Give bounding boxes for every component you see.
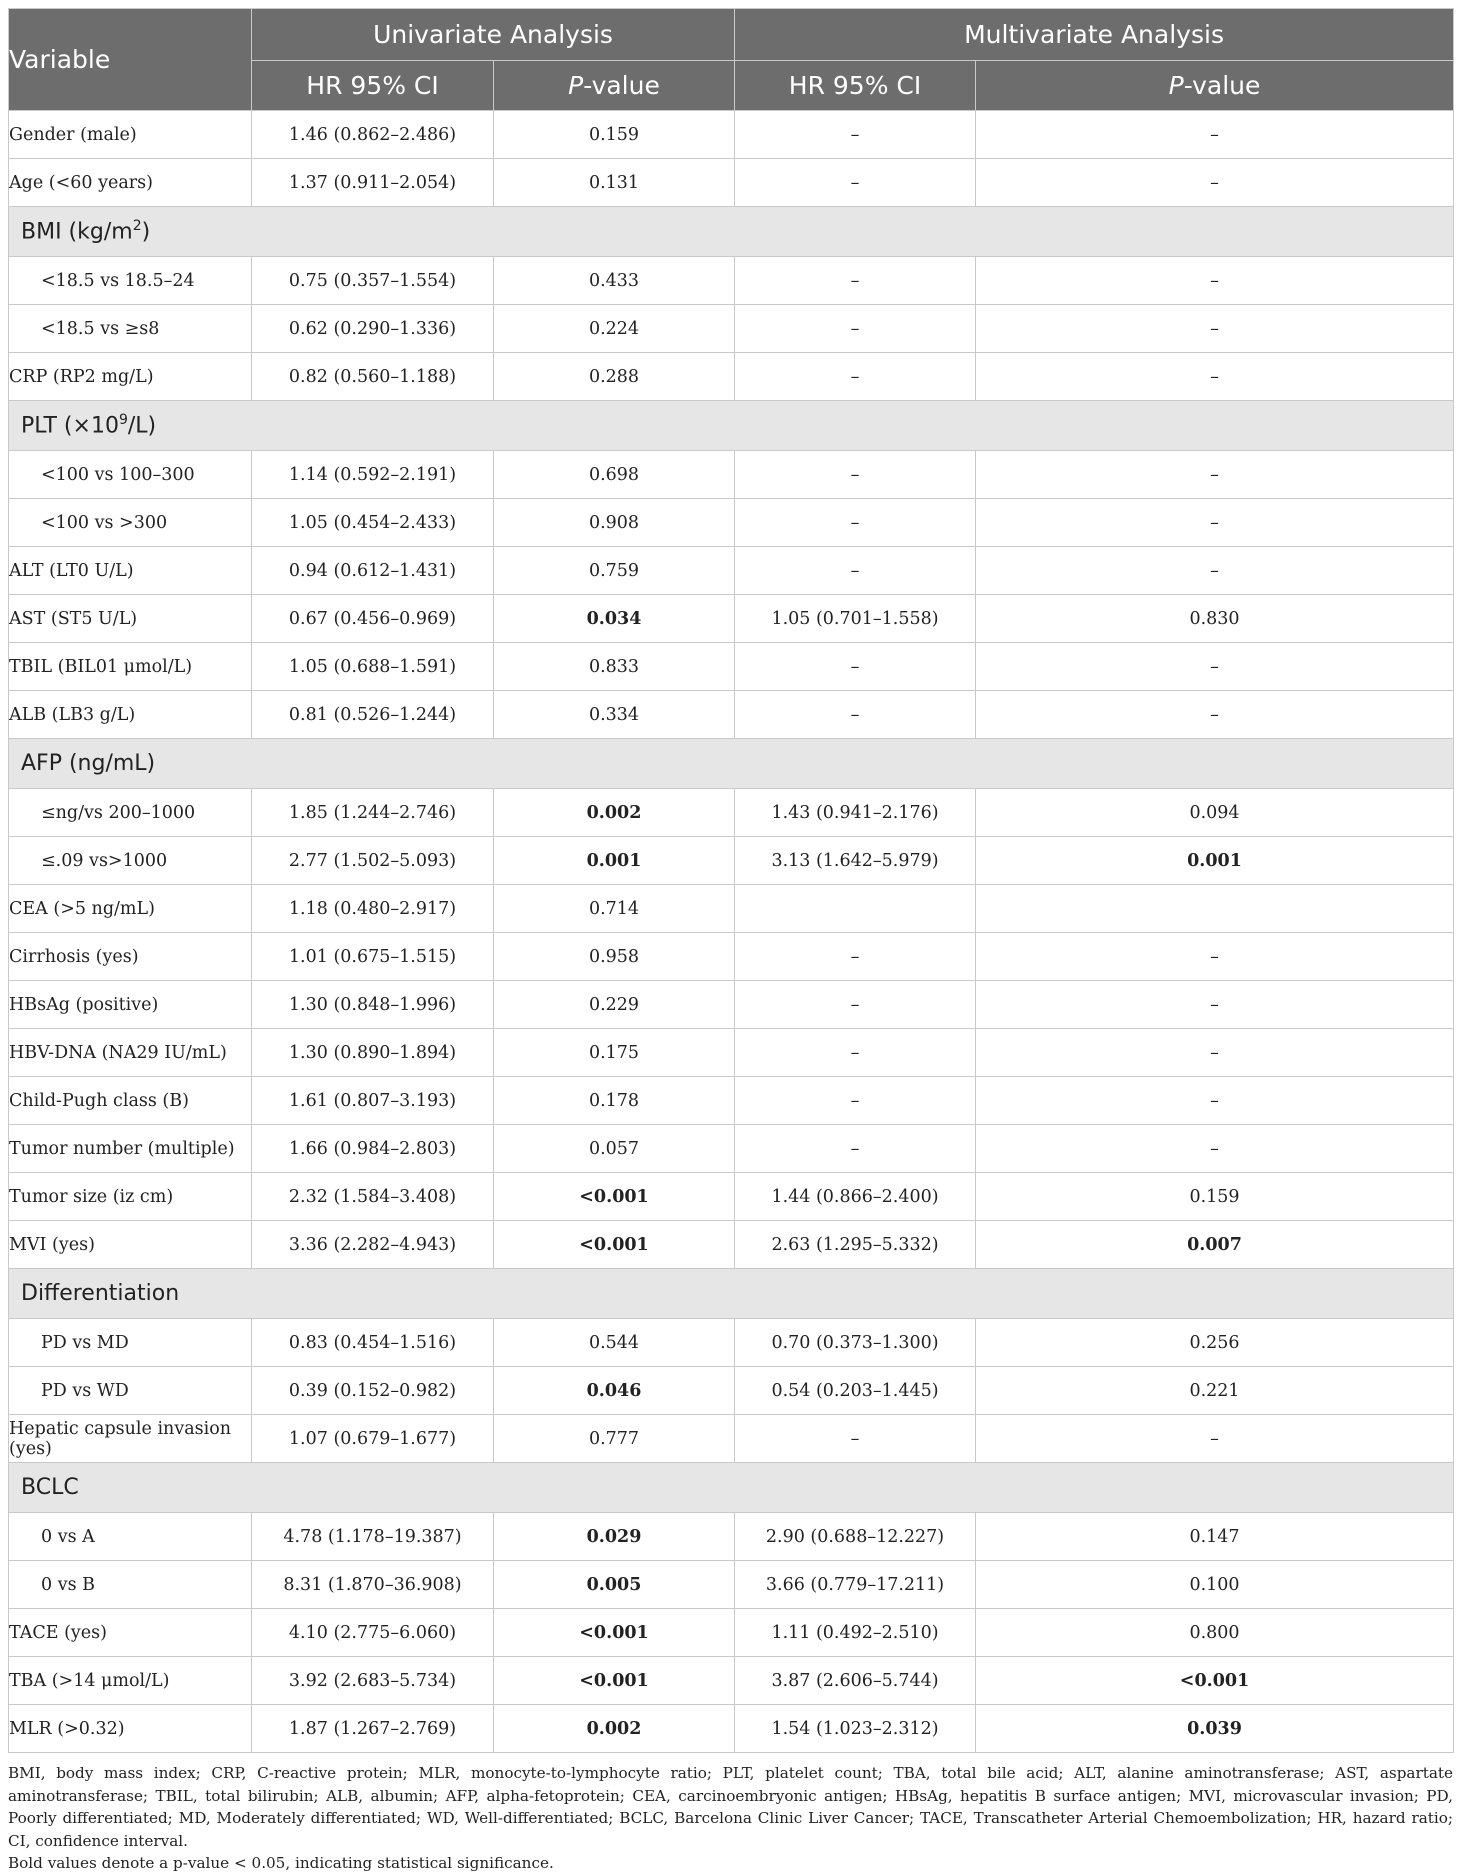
table-row	[9, 1705, 1454, 1753]
multivariate-hr-cell: –	[735, 547, 976, 595]
univariate-hr-cell: 0.94 (0.612–1.431)	[252, 547, 494, 595]
multivariate-p-cell: –	[976, 1077, 1454, 1125]
multivariate-p-cell: 0.256	[976, 1319, 1454, 1367]
univariate-p-cell: 0.001	[494, 837, 735, 885]
univariate-hr-cell: 0.39 (0.152–0.982)	[252, 1367, 494, 1415]
regression-table	[8, 8, 1454, 1753]
univariate-p-cell: 0.433	[494, 257, 735, 305]
multivariate-p-cell: –	[976, 111, 1454, 159]
table-footnote	[8, 1762, 1453, 1875]
univariate-hr-cell: 3.36 (2.282–4.943)	[252, 1221, 494, 1269]
row-label: <100 vs 100–300	[9, 451, 252, 499]
univariate-hr-cell: 1.30 (0.890–1.894)	[252, 1029, 494, 1077]
multivariate-hr-cell: –	[735, 1077, 976, 1125]
multivariate-p-cell: –	[976, 305, 1454, 353]
footnote-abbreviations: BMI, body mass index; CRP, C-reactive protein; MLR, monocyte-to-lymphocyte ratio; PLT, platelet count; TBA, total bile acid; ALT, alanine aminotransferase; AST, aspartate aminotransferase; TBIL, total bilirubin; ALB, albumin; AFP, alpha-fetoprotein; CEA, carcinoembryonic antigen; HBsAg, hepatitis B surface antigen; MVI, microvascular invasion; PD, Poorly differentiated; MD, Moderately differentiated; WD, Well-differentiated; BCLC, Barcelona Clinic Liver Cancer; TACE, Transcatheter Arterial Chemoembolization; HR, hazard ratio; CI, confidence interval.	[8, 1764, 1453, 1850]
univariate-p-cell: 0.229	[494, 981, 735, 1029]
univariate-hr-cell: 1.01 (0.675–1.515)	[252, 933, 494, 981]
table-row	[9, 1029, 1454, 1077]
multivariate-hr-cell: 1.11 (0.492–2.510)	[735, 1609, 976, 1657]
row-label: CEA (>5 ng/mL)	[9, 885, 252, 933]
row-label: Age (<60 years)	[9, 159, 252, 207]
row-label: Tumor number (multiple)	[9, 1125, 252, 1173]
multivariate-p-cell: –	[976, 933, 1454, 981]
univariate-hr-cell: 1.18 (0.480–2.917)	[252, 885, 494, 933]
multivariate-hr-cell: –	[735, 691, 976, 739]
multivariate-hr-cell: 3.13 (1.642–5.979)	[735, 837, 976, 885]
multivariate-p-cell: –	[976, 1415, 1454, 1463]
univariate-hr-cell: 0.82 (0.560–1.188)	[252, 353, 494, 401]
multivariate-p-cell	[976, 885, 1454, 933]
row-label: 0 vs A	[9, 1513, 252, 1561]
univariate-p-cell: 0.334	[494, 691, 735, 739]
table-row	[9, 789, 1454, 837]
multivariate-hr-cell: 3.87 (2.606–5.744)	[735, 1657, 976, 1705]
univariate-p-cell: 0.777	[494, 1415, 735, 1463]
univariate-p-cell: 0.698	[494, 451, 735, 499]
multivariate-p-cell: –	[976, 643, 1454, 691]
multivariate-p-cell: –	[976, 257, 1454, 305]
univariate-hr-cell: 3.92 (2.683–5.734)	[252, 1657, 494, 1705]
section-label: BCLC	[9, 1463, 1454, 1513]
multivariate-hr-cell: 1.54 (1.023–2.312)	[735, 1705, 976, 1753]
multivariate-hr-cell: –	[735, 305, 976, 353]
univariate-p-cell: 0.908	[494, 499, 735, 547]
multivariate-p-cell: 0.039	[976, 1705, 1454, 1753]
multivariate-hr-cell: 2.90 (0.688–12.227)	[735, 1513, 976, 1561]
table-row	[9, 691, 1454, 739]
univariate-hr-cell: 4.78 (1.178–19.387)	[252, 1513, 494, 1561]
row-label: ≤ng/vs 200–1000	[9, 789, 252, 837]
row-label: Child-Pugh class (B)	[9, 1077, 252, 1125]
univariate-p-cell: 0.958	[494, 933, 735, 981]
section-row	[9, 1269, 1454, 1319]
table-row	[9, 451, 1454, 499]
table-row	[9, 885, 1454, 933]
multivariate-hr-cell: –	[735, 353, 976, 401]
table-row	[9, 111, 1454, 159]
univariate-hr-cell: 1.37 (0.911–2.054)	[252, 159, 494, 207]
section-label: Differentiation	[9, 1269, 1454, 1319]
multivariate-hr-cell: –	[735, 643, 976, 691]
multivariate-p-cell: –	[976, 499, 1454, 547]
row-label: TBIL (BIL01 μmol/L)	[9, 643, 252, 691]
multivariate-hr-cell: 0.54 (0.203–1.445)	[735, 1367, 976, 1415]
multivariate-p-cell: –	[976, 547, 1454, 595]
row-label: <18.5 vs ≥s8	[9, 305, 252, 353]
multivariate-hr-cell: –	[735, 499, 976, 547]
header-multivariate: Multivariate Analysis	[735, 9, 1454, 61]
row-label: TACE (yes)	[9, 1609, 252, 1657]
section-label: PLT $(\times 10^9/L)$	[9, 401, 1454, 451]
section-label: AFP (ng/mL)	[9, 739, 1454, 789]
univariate-hr-cell: 1.05 (0.688–1.591)	[252, 643, 494, 691]
univariate-p-cell: 0.159	[494, 111, 735, 159]
multivariate-p-cell: –	[976, 159, 1454, 207]
multivariate-p-cell: 0.830	[976, 595, 1454, 643]
row-label: <100 vs >300	[9, 499, 252, 547]
table-row	[9, 1367, 1454, 1415]
table-row	[9, 547, 1454, 595]
univariate-p-cell: 0.833	[494, 643, 735, 691]
univariate-hr-cell: 1.46 (0.862–2.486)	[252, 111, 494, 159]
table-row	[9, 257, 1454, 305]
multivariate-p-cell: 0.094	[976, 789, 1454, 837]
section-row	[9, 1463, 1454, 1513]
table-row	[9, 1513, 1454, 1561]
multivariate-hr-cell: 0.70 (0.373–1.300)	[735, 1319, 976, 1367]
table-row	[9, 1125, 1454, 1173]
univariate-hr-cell: 1.85 (1.244–2.746)	[252, 789, 494, 837]
multivariate-p-cell: –	[976, 981, 1454, 1029]
multivariate-p-cell: 0.221	[976, 1367, 1454, 1415]
univariate-hr-cell: 0.67 (0.456–0.969)	[252, 595, 494, 643]
table-row	[9, 1609, 1454, 1657]
multivariate-hr-cell: –	[735, 1125, 976, 1173]
row-label: ≤.09 vs>1000	[9, 837, 252, 885]
multivariate-hr-cell: –	[735, 1415, 976, 1463]
row-label: 0 vs B	[9, 1561, 252, 1609]
row-label: ALB (LB3 g/L)	[9, 691, 252, 739]
multivariate-hr-cell: 1.44 (0.866–2.400)	[735, 1173, 976, 1221]
univariate-hr-cell: 0.75 (0.357–1.554)	[252, 257, 494, 305]
row-label: TBA (>14 μmol/L)	[9, 1657, 252, 1705]
section-label: BMI $(kg/m^2)$	[9, 207, 1454, 257]
table-row	[9, 1221, 1454, 1269]
table-row	[9, 933, 1454, 981]
univariate-p-cell: 0.005	[494, 1561, 735, 1609]
univariate-hr-cell: 2.77 (1.502–5.093)	[252, 837, 494, 885]
multivariate-hr-cell: –	[735, 451, 976, 499]
row-label: CRP (RP2 mg/L)	[9, 353, 252, 401]
univariate-hr-cell: 0.62 (0.290–1.336)	[252, 305, 494, 353]
table-row	[9, 643, 1454, 691]
multivariate-p-cell: –	[976, 691, 1454, 739]
univariate-hr-cell: 4.10 (2.775–6.060)	[252, 1609, 494, 1657]
univariate-hr-cell: 1.14 (0.592–2.191)	[252, 451, 494, 499]
multivariate-hr-cell: –	[735, 981, 976, 1029]
univariate-hr-cell: 0.83 (0.454–1.516)	[252, 1319, 494, 1367]
univariate-p-cell: 0.034	[494, 595, 735, 643]
univariate-hr-cell: 1.87 (1.267–2.769)	[252, 1705, 494, 1753]
multivariate-p-cell: 0.007	[976, 1221, 1454, 1269]
header-multivariate-hr: HR 95% CI	[735, 61, 976, 111]
multivariate-p-cell: –	[976, 1029, 1454, 1077]
table-row	[9, 1319, 1454, 1367]
multivariate-p-cell: <0.001	[976, 1657, 1454, 1705]
multivariate-hr-cell: –	[735, 1029, 976, 1077]
multivariate-hr-cell: 1.05 (0.701–1.558)	[735, 595, 976, 643]
table-header	[9, 9, 1454, 111]
multivariate-p-cell: 0.001	[976, 837, 1454, 885]
multivariate-hr-cell	[735, 885, 976, 933]
univariate-p-cell: 0.131	[494, 159, 735, 207]
row-label: HBV-DNA (NA29 IU/mL)	[9, 1029, 252, 1077]
table-row	[9, 1561, 1454, 1609]
multivariate-p-cell: –	[976, 1125, 1454, 1173]
multivariate-hr-cell: –	[735, 933, 976, 981]
univariate-p-cell: 0.714	[494, 885, 735, 933]
row-label: PD vs WD	[9, 1367, 252, 1415]
table-row	[9, 1415, 1454, 1463]
footnote-bold-note: Bold values denote a p-value < 0.05, indicating statistical significance.	[8, 1854, 554, 1872]
univariate-p-cell: 0.544	[494, 1319, 735, 1367]
header-variable: Variable	[9, 9, 252, 111]
table-row	[9, 837, 1454, 885]
row-label: AST (ST5 U/L)	[9, 595, 252, 643]
row-label: ALT (LT0 U/L)	[9, 547, 252, 595]
univariate-hr-cell: 1.07 (0.679–1.677)	[252, 1415, 494, 1463]
univariate-p-cell: <0.001	[494, 1657, 735, 1705]
section-row	[9, 739, 1454, 789]
header-univariate: Univariate Analysis	[252, 9, 735, 61]
table-row	[9, 1173, 1454, 1221]
univariate-p-cell: <0.001	[494, 1173, 735, 1221]
univariate-p-cell: 0.002	[494, 789, 735, 837]
univariate-p-cell: <0.001	[494, 1221, 735, 1269]
header-multivariate-p: P-value	[976, 61, 1454, 111]
table-container	[8, 8, 1453, 1875]
table-row	[9, 499, 1454, 547]
univariate-p-cell: 0.057	[494, 1125, 735, 1173]
row-label: Hepatic capsule invasion (yes)	[9, 1415, 252, 1463]
table-row	[9, 981, 1454, 1029]
table-row	[9, 595, 1454, 643]
row-label: MVI (yes)	[9, 1221, 252, 1269]
header-univariate-p: P-value	[494, 61, 735, 111]
table-row	[9, 1077, 1454, 1125]
multivariate-p-cell: –	[976, 353, 1454, 401]
multivariate-p-cell: 0.159	[976, 1173, 1454, 1221]
header-univariate-hr: HR 95% CI	[252, 61, 494, 111]
table-row	[9, 1657, 1454, 1705]
section-row	[9, 207, 1454, 257]
univariate-hr-cell: 8.31 (1.870–36.908)	[252, 1561, 494, 1609]
multivariate-p-cell: 0.800	[976, 1609, 1454, 1657]
multivariate-p-cell: –	[976, 451, 1454, 499]
multivariate-hr-cell: 3.66 (0.779–17.211)	[735, 1561, 976, 1609]
univariate-hr-cell: 1.66 (0.984–2.803)	[252, 1125, 494, 1173]
univariate-p-cell: 0.046	[494, 1367, 735, 1415]
univariate-p-cell: 0.029	[494, 1513, 735, 1561]
univariate-p-cell: <0.001	[494, 1609, 735, 1657]
univariate-hr-cell: 1.30 (0.848–1.996)	[252, 981, 494, 1029]
row-label: Tumor size (iz cm)	[9, 1173, 252, 1221]
univariate-hr-cell: 0.81 (0.526–1.244)	[252, 691, 494, 739]
multivariate-hr-cell: –	[735, 111, 976, 159]
multivariate-hr-cell: –	[735, 257, 976, 305]
univariate-p-cell: 0.224	[494, 305, 735, 353]
row-label: <18.5 vs 18.5–24	[9, 257, 252, 305]
section-row	[9, 401, 1454, 451]
multivariate-p-cell: 0.147	[976, 1513, 1454, 1561]
table-row	[9, 305, 1454, 353]
multivariate-hr-cell: –	[735, 159, 976, 207]
row-label: Gender (male)	[9, 111, 252, 159]
univariate-p-cell: 0.175	[494, 1029, 735, 1077]
row-label: MLR (>0.32)	[9, 1705, 252, 1753]
univariate-p-cell: 0.759	[494, 547, 735, 595]
table-body	[9, 111, 1454, 1753]
univariate-p-cell: 0.288	[494, 353, 735, 401]
univariate-hr-cell: 1.05 (0.454–2.433)	[252, 499, 494, 547]
row-label: HBsAg (positive)	[9, 981, 252, 1029]
table-row	[9, 353, 1454, 401]
multivariate-p-cell: 0.100	[976, 1561, 1454, 1609]
multivariate-hr-cell: 1.43 (0.941–2.176)	[735, 789, 976, 837]
multivariate-hr-cell: 2.63 (1.295–5.332)	[735, 1221, 976, 1269]
univariate-p-cell: 0.002	[494, 1705, 735, 1753]
row-label: Cirrhosis (yes)	[9, 933, 252, 981]
univariate-hr-cell: 1.61 (0.807–3.193)	[252, 1077, 494, 1125]
univariate-hr-cell: 2.32 (1.584–3.408)	[252, 1173, 494, 1221]
table-row	[9, 159, 1454, 207]
row-label: PD vs MD	[9, 1319, 252, 1367]
univariate-p-cell: 0.178	[494, 1077, 735, 1125]
